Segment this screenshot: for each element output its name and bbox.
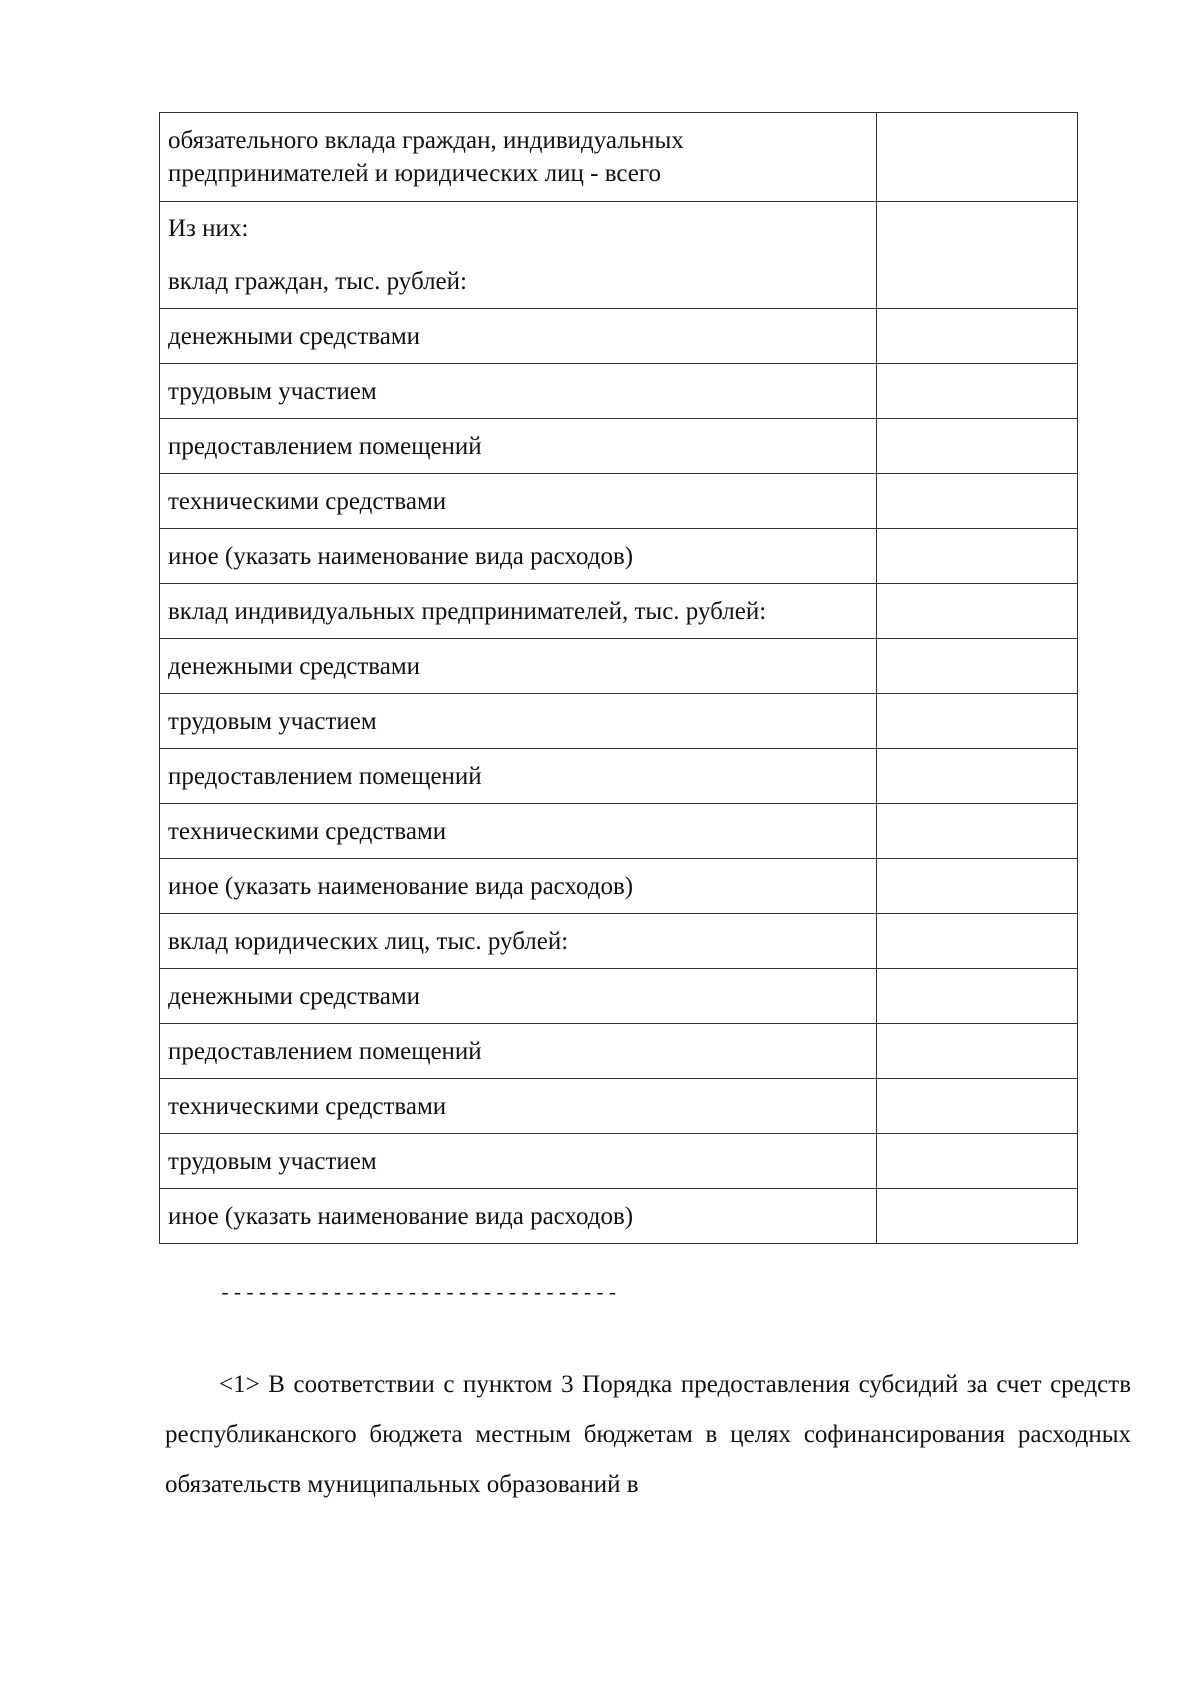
row-label: вклад индивидуальных предпринимателей, тыс. рублей: bbox=[160, 584, 877, 639]
row-label: предоставлением помещений bbox=[160, 1024, 877, 1079]
table-row bbox=[160, 804, 1078, 859]
table-row bbox=[160, 1024, 1078, 1079]
row-value bbox=[877, 419, 1078, 474]
row-value bbox=[877, 694, 1078, 749]
row-value bbox=[877, 202, 1078, 309]
row-value bbox=[877, 639, 1078, 694]
row-value bbox=[877, 1079, 1078, 1134]
table-row bbox=[160, 202, 1078, 309]
row-value bbox=[877, 309, 1078, 364]
table-row bbox=[160, 474, 1078, 529]
row-value bbox=[877, 1134, 1078, 1189]
row-value bbox=[877, 1024, 1078, 1079]
row-value bbox=[877, 859, 1078, 914]
row-value bbox=[877, 474, 1078, 529]
table-row bbox=[160, 419, 1078, 474]
row-label: трудовым участием bbox=[160, 364, 877, 419]
table-row bbox=[160, 1134, 1078, 1189]
row-value bbox=[877, 1189, 1078, 1244]
row-label-line: вклад граждан, тыс. рублей: bbox=[168, 268, 467, 295]
row-value bbox=[877, 969, 1078, 1024]
row-value bbox=[877, 364, 1078, 419]
row-label: иное (указать наименование вида расходов) bbox=[160, 859, 877, 914]
row-value bbox=[877, 749, 1078, 804]
row-value bbox=[877, 113, 1078, 202]
table-row bbox=[160, 914, 1078, 969]
row-value bbox=[877, 804, 1078, 859]
row-label: денежными средствами bbox=[160, 309, 877, 364]
row-value bbox=[877, 584, 1078, 639]
row-label bbox=[160, 113, 877, 202]
table-row bbox=[160, 859, 1078, 914]
table-row bbox=[160, 969, 1078, 1024]
row-value bbox=[877, 529, 1078, 584]
table-row bbox=[160, 694, 1078, 749]
footnote-separator: -------------------------------- bbox=[219, 1283, 620, 1306]
row-label bbox=[160, 202, 877, 309]
row-label: иное (указать наименование вида расходов) bbox=[160, 1189, 877, 1244]
row-label-line: предпринимателей и юридических лиц - всего bbox=[168, 160, 661, 187]
row-label: трудовым участием bbox=[160, 1134, 877, 1189]
contribution-table bbox=[159, 112, 1078, 1244]
row-label: вклад юридических лиц, тыс. рублей: bbox=[160, 914, 877, 969]
footnote-text: <1> В соответствии с пунктом 3 Порядка предоставления субсидий за счет средств республиканского бюджета местным бюджетам в целях софинансирования расходных обязательств муниципальных образований в bbox=[165, 1371, 1131, 1498]
table-row bbox=[160, 364, 1078, 419]
row-label: техническими средствами bbox=[160, 474, 877, 529]
row-label: денежными средствами bbox=[160, 969, 877, 1024]
row-label: техническими средствами bbox=[160, 1079, 877, 1134]
table-row bbox=[160, 113, 1078, 202]
table-row bbox=[160, 529, 1078, 584]
row-label: предоставлением помещений bbox=[160, 749, 877, 804]
row-label-line: обязательного вклада граждан, индивидуальных bbox=[168, 127, 684, 154]
table-row bbox=[160, 1189, 1078, 1244]
row-value bbox=[877, 914, 1078, 969]
row-label: техническими средствами bbox=[160, 804, 877, 859]
table-row bbox=[160, 309, 1078, 364]
row-label: иное (указать наименование вида расходов) bbox=[160, 529, 877, 584]
table-row bbox=[160, 1079, 1078, 1134]
row-label: трудовым участием bbox=[160, 694, 877, 749]
table-row bbox=[160, 749, 1078, 804]
row-label: денежными средствами bbox=[160, 639, 877, 694]
row-label: предоставлением помещений bbox=[160, 419, 877, 474]
table-row bbox=[160, 584, 1078, 639]
table-row bbox=[160, 639, 1078, 694]
row-label-line: Из них: bbox=[168, 215, 249, 242]
